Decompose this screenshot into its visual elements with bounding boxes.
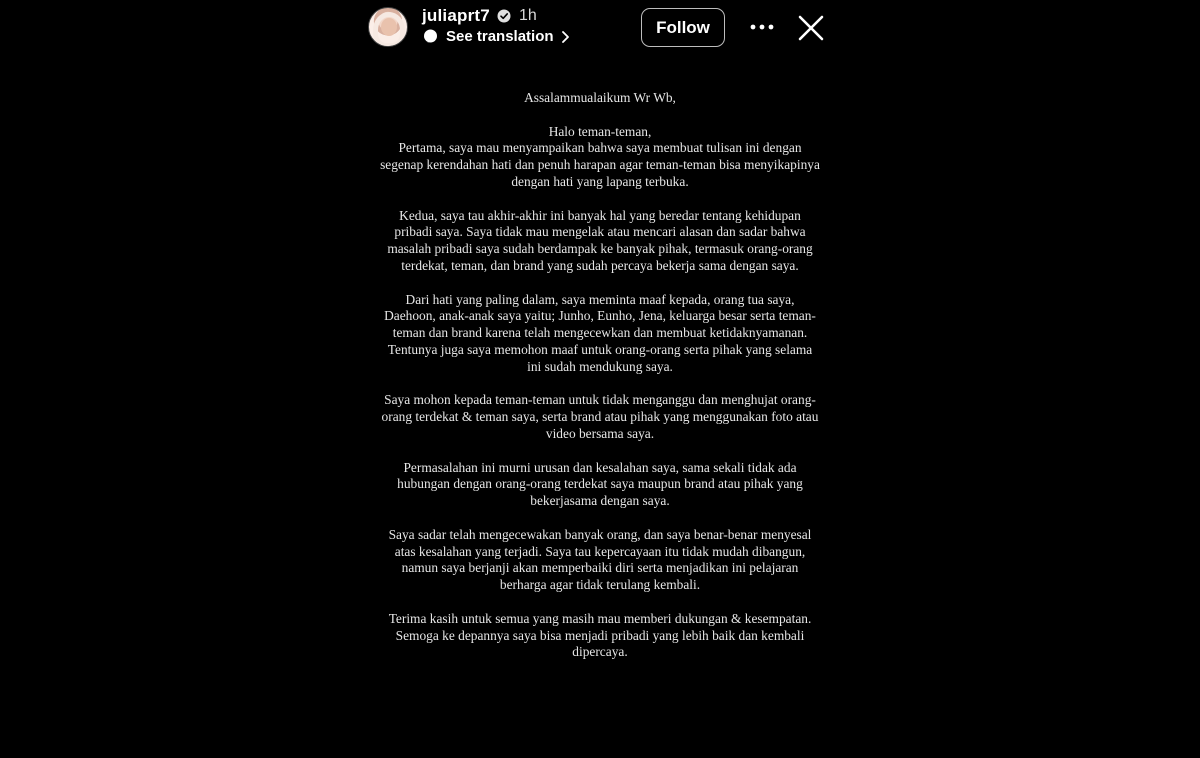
- story-text-content: [380, 90, 820, 678]
- story-paragraph-5: Permasalahan ini murni urusan dan kesalahan saya, sama sekali tidak ada hubungan dengan orang-orang terdekat saya maupun brand atau pihak yang bekerjasama dengan saya.: [397, 459, 803, 509]
- story-paragraph-3: Dari hati yang paling dalam, saya meminta maaf kepada, orang tua saya, Daehoon, anak-anak saya yaitu; Junho, Eunho, Jena, keluarga besar serta teman-teman dan brand karena telah mengecewkan dan membuat ketidaknyamanan. Tentunya juga saya memohon maaf untuk orang-orang serta pihak yang selama ini sudah mendukung saya.: [384, 291, 816, 374]
- post-time: 1h: [519, 7, 537, 24]
- profile-avatar[interactable]: [368, 7, 408, 47]
- story-paragraph-2: Kedua, saya tau akhir-akhir ini banyak hal yang beredar tentang kehidupan pribadi saya. Saya tidak mau mengelak atau mencari alasan dan sadar bahwa masalah pribadi saya sudah berdampak ke banyak pihak, termasuk orang-orang terdekat, teman, dan brand yang sudah percaya bekerja sama dengan saya.: [387, 207, 813, 273]
- verified-badge-icon: [497, 9, 511, 23]
- translate-icon: [423, 29, 438, 44]
- story-paragraph-1: [380, 124, 820, 191]
- story-salutation: Halo teman-teman,: [548, 123, 652, 139]
- story-greeting: Assalammualaikum Wr Wb,: [524, 90, 676, 105]
- chevron-right-icon: [561, 31, 570, 43]
- follow-button[interactable]: Follow: [641, 8, 725, 47]
- see-translation-link[interactable]: See translation: [446, 28, 554, 45]
- story-paragraph-1-body: Pertama, saya mau menyampaikan bahwa saya membuat tulisan ini dengan segenap kerendahan hati dan penuh harapan agar teman-teman bisa menyikapinya dengan hati yang lapang terbuka.: [380, 140, 820, 189]
- avatar-face-shape: [381, 18, 397, 36]
- username[interactable]: juliaprt7: [422, 6, 490, 25]
- more-options-icon[interactable]: [748, 17, 776, 37]
- story-header: [0, 0, 1200, 60]
- story-paragraph-7: Terima kasih untuk semua yang masih mau memberi dukungan & kesempatan. Semoga ke depannya saya bisa menjadi pribadi yang lebih baik dan kembali dipercaya.: [388, 610, 812, 660]
- close-icon[interactable]: [797, 14, 825, 42]
- story-paragraph-4: Saya mohon kepada teman-teman untuk tidak menganggu dan menghujat orang-orang terdekat & teman saya, serta brand atau pihak yang menggunakan foto atau video bersama saya.: [381, 392, 819, 441]
- story-paragraph-6: Saya sadar telah mengecewakan banyak orang, dan saya benar-benar menyesal atas kesalahan yang terjadi. Saya tau kepercayaan itu tidak mudah dibangun, namun saya berjanji akan memperbaiki diri serta menjadikan ini pelajaran berharga agar tidak terulang kembali.: [388, 526, 812, 593]
